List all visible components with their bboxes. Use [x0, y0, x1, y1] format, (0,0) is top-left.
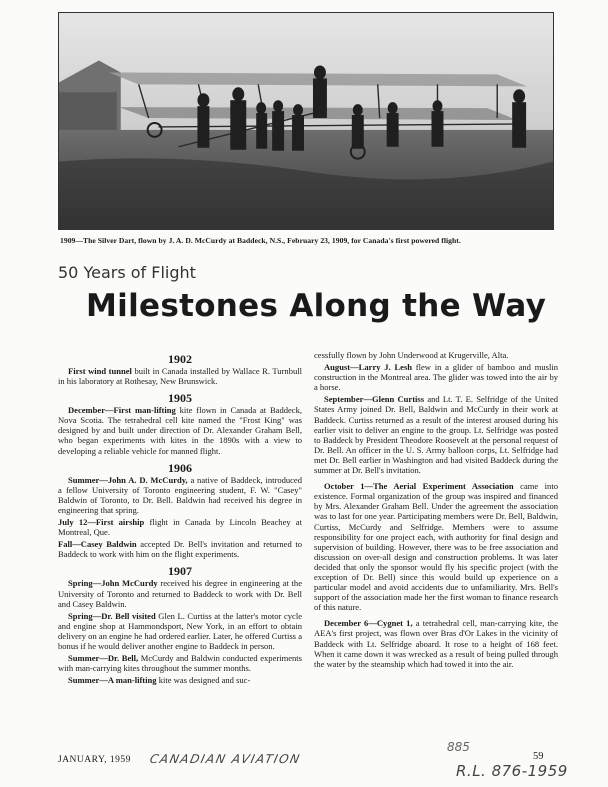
- entry: Spring—John McCurdy received his degree in engineering at the University of Toronto and returned to Baddeck to work with Dr. Bell and Casey Baldwin.: [58, 578, 303, 609]
- page-number: 59: [533, 751, 544, 762]
- entry: Summer—John A. D. McCurdy, a native of Baddeck, introduced a fellow University of Toronto engineering student, F. W. "Casey" Baldwin of Toronto, to Dr. Bell. Baldwin had received his degree in engineering that spring.: [58, 474, 302, 515]
- entry: September—Glenn Curtiss and Lt. T. E. Selfridge of the United States Army joined Dr. Bell, Baldwin and McCurdy in their work at Baddeck. Curtiss returned as a result of the interest aroused during his earlier visit to deliver an engine to the group. Lt. Selfridge was posted to Baddeck by President Theodore Roosevelt at the personal request of Dr. Bell. An officer in the U. S. Army balloon corps, Lt. Selfridge had met Dr. Bell earlier in Washington and had visited Baddeck during the summer at Dr. Bell's invitation.: [314, 394, 559, 476]
- photo-caption: 1909—The Silver Dart, flown by J. A. D. McCurdy at Baddeck, N.S., February 23, 1909, for Canada's first powered flight.: [60, 236, 461, 245]
- handwritten-reference: R.L. 876-1959: [456, 762, 568, 780]
- year-heading: 1906: [168, 460, 192, 475]
- entry: December—First man-lifting kite flown in Canada at Baddeck, Nova Scotia. The tetrahedral cell kite named the "Frost King" was designed by and built under direction of Dr. Alexander Graham Bell, who began experiments with kites in the 1890s with a view to developing a reliable vehicle for manned flight.: [58, 405, 303, 456]
- entry: Summer—Dr. Bell, McCurdy and Baldwin conducted experiments with man-carrying kites throughout the summer months.: [58, 653, 302, 674]
- year-heading: 1907: [168, 564, 192, 579]
- year-heading: 1905: [168, 391, 192, 406]
- issue-date: JANUARY, 1959: [58, 755, 131, 765]
- entry: Spring—Dr. Bell visited Glen L. Curtiss at the latter's motor cycle and engine shop at Hammondsport, New York, in an effort to obtain delivery on an engine he had ordered earlier. Later, he offered Curtiss a bonus if he would deliver another engine to Baddeck in person.: [58, 610, 303, 651]
- section-kicker: 50 Years of Flight: [58, 263, 196, 282]
- entry: December 6—Cygnet 1, a tetrahedral cell, man-carrying kite, the AEA's first project, was flown over Bras d'Or Lakes in the vicinity of Baddeck with Lt. Selfridge aboard. It rose to a height of 168 feet. When it came down it was wrecked as a result of being pulled through the water by the steamship which had towed it into the air.: [314, 618, 558, 669]
- left-column: [58, 350, 302, 687]
- entry: Fall—Casey Baldwin accepted Dr. Bell's invitation and returned to Baddeck to work with him on the flight experiments.: [58, 539, 302, 560]
- handwritten-number: 885: [447, 740, 470, 754]
- silver-dart-photo: [58, 12, 554, 230]
- year-heading: 1902: [168, 352, 192, 366]
- entry: First wind tunnel built in Canada installed by Wallace R. Turnbull in his laboratory at Rothesay, New Brunswick.: [58, 366, 302, 387]
- entry: August—Larry J. Lesh flew in a glider of bamboo and muslin construction in the Montreal area. The glider was towed into the air by a horse.: [314, 362, 558, 393]
- article-headline: Milestones Along the Way: [86, 288, 547, 324]
- entry: cessfully flown by John Underwood at Krugerville, Alta.: [314, 350, 509, 360]
- entry: July 12—First airship flight in Canada by Lincoln Beachey at Montreal, Que.: [58, 517, 302, 538]
- handwritten-publication: CANADIAN AVIATION: [148, 752, 303, 766]
- entry: Summer—A man-lifting kite was designed and suc-: [68, 675, 251, 686]
- entry: October 1—The Aerial Experiment Association came into existence. Formal organization of the group was inspired and financed by Mrs. Alexander Graham Bell. Under the agreement the association was to last for one year. Participating members were Dr. Bell, Baldwin, Curtiss, McCurdy and Selfridge. Members were to assume responsibility for one project each, with authority for final design and supervision of building. However, there was to be free association and discussion on over-all design and construction problems. It was later decided that only the sponsor would fly his specific project (with the exception of Dr. Bell) since this would build up experience on a particular model and avoid accidents due to unfamiliarity. Mrs. Bell's support of the association made her the first woman to finance research of this nature.: [314, 481, 558, 613]
- right-column: [314, 350, 558, 671]
